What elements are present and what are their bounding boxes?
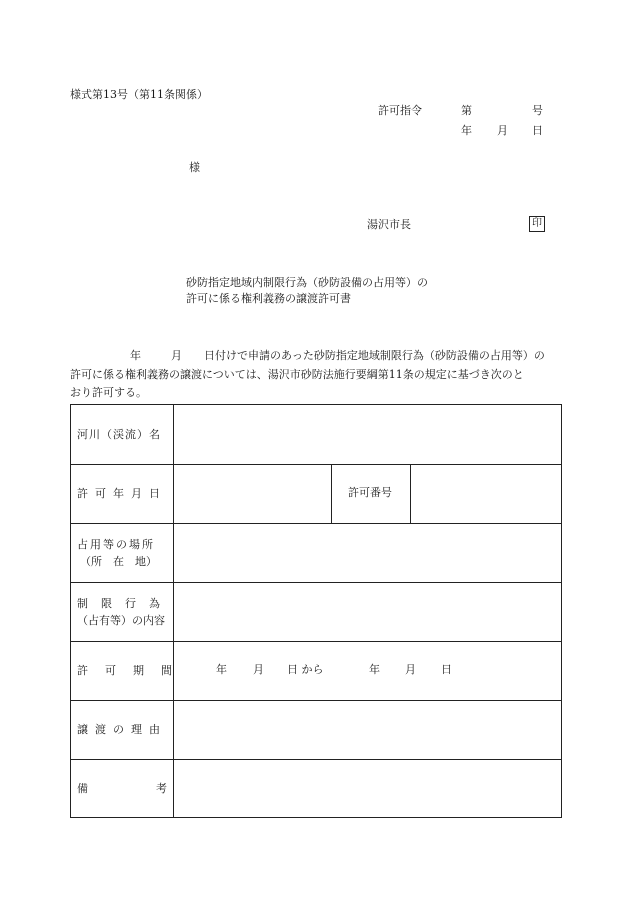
permit-period-text: 許可期間	[77, 664, 189, 677]
river-name-value[interactable]	[174, 405, 561, 464]
remarks-label	[71, 759, 174, 817]
header-day-label: 日	[532, 124, 543, 137]
period-month-from: 月	[253, 663, 264, 676]
restriction-text-2: （占有等）の内容	[77, 613, 165, 627]
restriction-text-1: 制 限 行 為	[77, 596, 161, 610]
permit-period-label	[71, 641, 189, 700]
form-number: 様式第13号（第11条関係）	[70, 88, 208, 101]
location-label	[71, 523, 174, 582]
river-name-text: 河川（渓流）名	[77, 428, 161, 441]
location-value[interactable]	[174, 523, 561, 582]
seal-stamp: 印	[529, 216, 545, 232]
body-year: 年	[130, 349, 141, 362]
body-line1	[70, 347, 562, 366]
dai-label: 第	[461, 104, 472, 117]
permit-table	[70, 404, 562, 818]
river-name-label	[71, 405, 174, 464]
mayor-label: 湯沢市長	[367, 218, 411, 231]
permit-number-value[interactable]	[411, 464, 561, 523]
row-transfer-reason	[71, 700, 561, 760]
remarks-text	[77, 780, 167, 797]
document-title-line2: 許可に係る権利義務の譲渡許可書	[186, 292, 351, 305]
body-line2: 許可に係る権利義務の譲渡については、湯沢市砂防法施行要綱第11条の規定に基づき次のと	[70, 367, 524, 381]
body-line3: おり許可する。	[70, 386, 147, 399]
remarks-value[interactable]	[174, 759, 561, 817]
addressee-sama: 様	[189, 161, 200, 174]
permit-date-divider	[331, 464, 332, 523]
body-paragraph	[70, 347, 562, 403]
permit-date-text: 許可年月日	[77, 487, 167, 500]
row-restriction	[71, 582, 561, 642]
remarks-left: 備	[77, 781, 88, 795]
transfer-reason-text: 譲渡の理由	[77, 723, 167, 736]
row-permit-period	[71, 641, 561, 701]
header-month-label: 月	[497, 124, 508, 137]
document-title-line1: 砂防指定地域内制限行為（砂防設備の占用等）の	[186, 276, 428, 289]
remarks-right: 考	[156, 781, 167, 795]
period-day-to: 日	[441, 663, 452, 676]
location-text-2: （所 在 地）	[80, 554, 157, 568]
row-river-name	[71, 405, 561, 465]
permit-date-label	[71, 464, 174, 523]
transfer-reason-label	[71, 700, 174, 759]
period-year-to: 年	[369, 663, 380, 676]
row-permit-date	[71, 464, 561, 524]
period-day-from: 日 から	[287, 663, 324, 676]
transfer-reason-value[interactable]	[174, 700, 561, 759]
body-month: 月	[171, 349, 182, 362]
period-month-to: 月	[405, 663, 416, 676]
location-text-1: 占用等の場所	[77, 537, 155, 551]
permit-number-label: 許可番号	[348, 486, 392, 499]
period-year-from: 年	[216, 663, 227, 676]
body-line1-rest: 日付けで申請のあった砂防指定地域制限行為（砂防設備の占用等）の	[204, 349, 545, 362]
gou-label: 号	[532, 104, 543, 117]
restriction-label	[71, 582, 174, 641]
permit-command-label: 許可指令	[378, 104, 422, 117]
row-remarks	[71, 759, 561, 817]
row-location	[71, 523, 561, 583]
header-year-label: 年	[461, 124, 472, 137]
restriction-value[interactable]	[174, 582, 561, 641]
permit-period-value[interactable]	[174, 641, 561, 700]
